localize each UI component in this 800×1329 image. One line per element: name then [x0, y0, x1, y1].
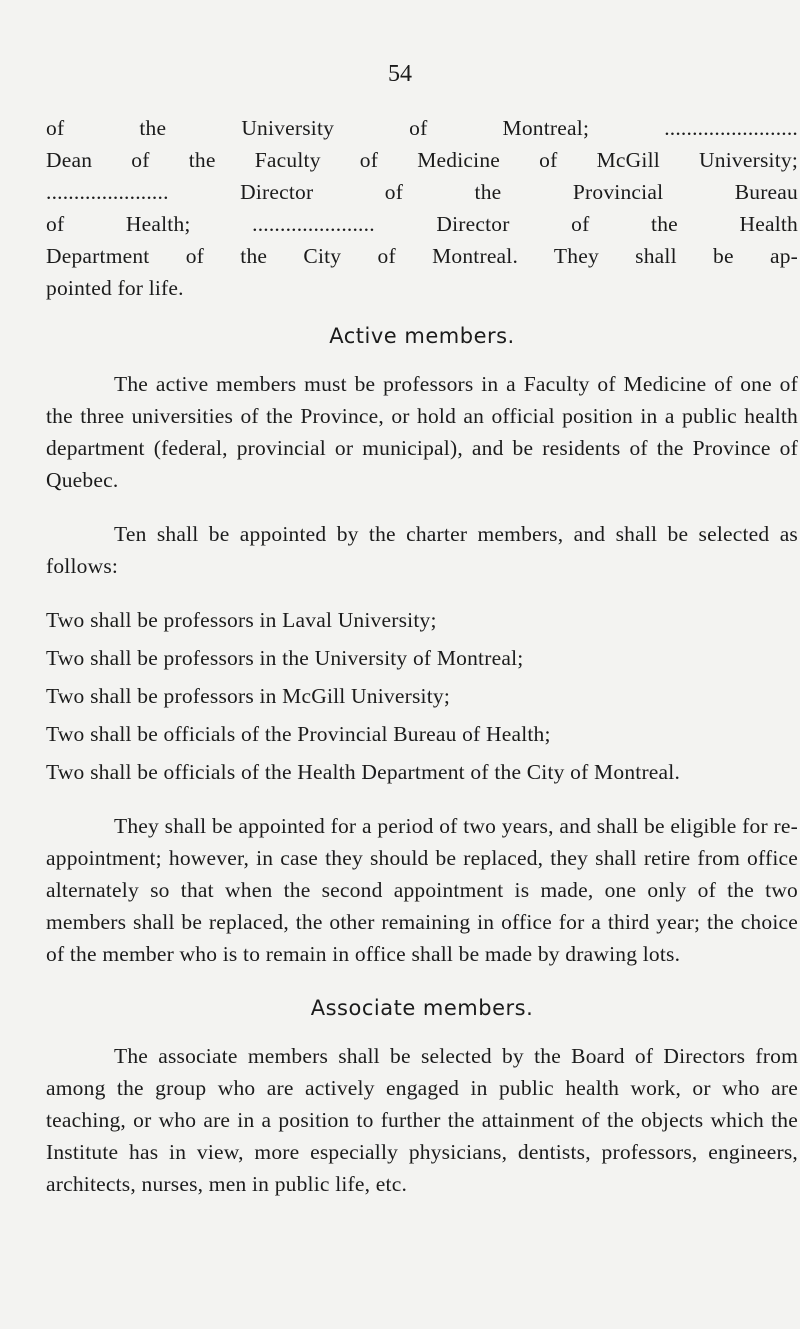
active-paragraph-1: The active members must be professors in a Faculty of Medicine of one of the three universities of the Province, or hold an official position in a public health department (federal, provincial or municipal), and be residents of the Province of Quebec.	[46, 372, 798, 492]
active-paragraph-3: They shall be appointed for a period of two years, and shall be eligible for re-appointment; however, in case they should be replaced, they shall retire from office alternately so that when the second appointment is made, one only of the two members shall be replaced, the other remaining in office for a third year; the choice of the member who is to remain in office shall be made by drawing lots.	[46, 814, 798, 966]
intro-line-2: Dean of the Faculty of Medicine of McGill University;	[46, 148, 798, 172]
list-item: Two shall be officials of the Provincial Bureau of Health;	[46, 722, 551, 746]
active-paragraph-2: Ten shall be appointed by the charter members, and shall be selected as follows:	[46, 522, 798, 578]
associate-paragraph-1: The associate members shall be selected by the Board of Directors from among the group who are actively engaged in public health work, or who are teaching, or who are in a position to further the attainment of the objects which the Institute has in view, more especially physicians, dentists, professors, engineers, architects, nurses, men in public life, etc.	[46, 1044, 798, 1196]
list-item: Two shall be professors in McGill University;	[46, 684, 450, 708]
intro-line-4: of Health; ...................... Director of the Health	[46, 212, 798, 236]
intro-line-1: of the University of Montreal; ........................	[46, 116, 798, 140]
list-item: Two shall be professors in the University of Montreal;	[46, 646, 524, 670]
intro-paragraph	[46, 112, 798, 304]
intro-line-3: ...................... Director of the Provincial Bureau	[46, 180, 798, 204]
list-item: Two shall be officials of the Health Department of the City of Montreal.	[46, 760, 681, 784]
list-item: Two shall be professors in Laval University;	[46, 608, 437, 632]
active-members-heading: Active members.	[329, 324, 515, 348]
intro-line-5: Department of the City of Montreal. They shall be ap-	[46, 244, 798, 268]
page-body	[46, 112, 798, 1200]
page-number: 54	[388, 61, 412, 87]
associate-members-heading: Associate members.	[310, 996, 534, 1020]
intro-line-6: pointed for life.	[46, 276, 184, 300]
